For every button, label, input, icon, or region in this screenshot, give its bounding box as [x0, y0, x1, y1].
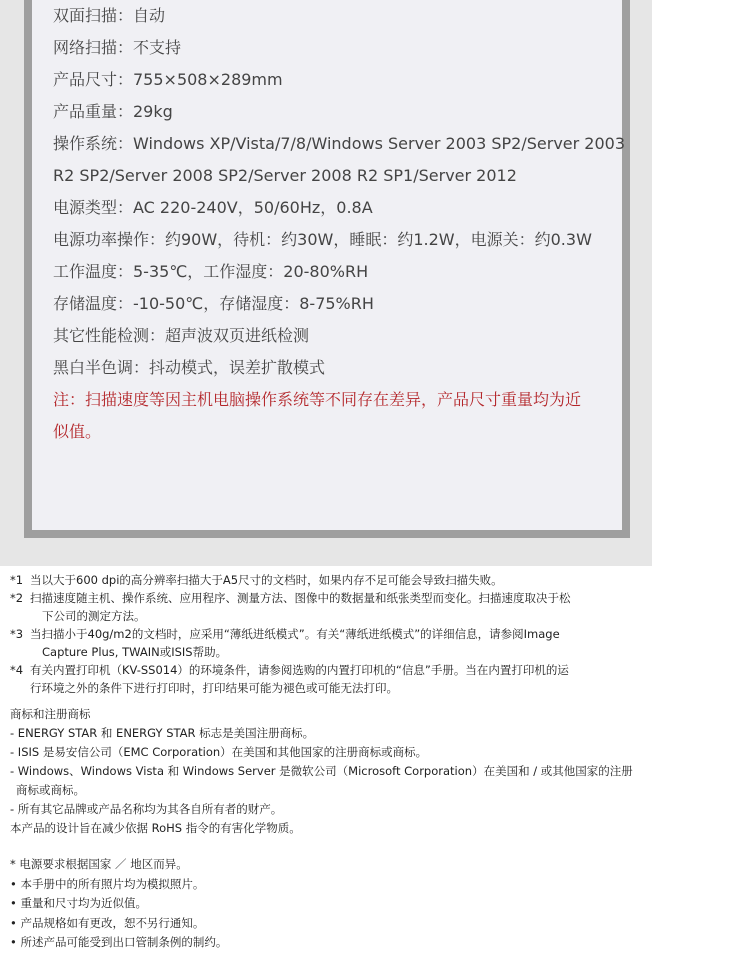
- footnote-4: [10, 661, 745, 697]
- notice-item: • 产品规格如有更改，恕不另行通知。: [10, 915, 205, 930]
- rohs-statement: 本产品的设计旨在减少依据 RoHS 指令的有害化学物质。: [10, 821, 301, 835]
- trademark-line: - ISIS 是易安信公司（EMC Corporation）在美国和其他国家的注册商标或商标。: [10, 745, 428, 759]
- spec-note-cont: 似值。: [53, 422, 102, 441]
- spec-line-os: 操作系统：Windows XP/Vista/7/8/Windows Server 2003 SP2/Server 2003: [53, 134, 626, 153]
- footnote-text: 行环境之外的条件下进行打印时，打印结果可能为褪色或可能无法打印。: [30, 681, 398, 695]
- trademarks-title: 商标和注册商标: [10, 707, 91, 721]
- footnote-text: 下公司的测定方法。: [42, 609, 146, 623]
- spec-line-duplex: 双面扫描：自动: [53, 6, 166, 25]
- footnote-mark: *2: [10, 591, 24, 605]
- spec-line-halftone: 黑白半色调：抖动模式，误差扩散模式: [53, 358, 326, 377]
- notice-item: • 重量和尺寸均为近似值。: [10, 896, 147, 910]
- spec-note: 注：扫描速度等因主机电脑操作系统等不同存在差异，产品尺寸重量均为近: [53, 390, 582, 409]
- trademark-line: - 所有其它品牌或产品名称均为其各自所有者的财产。: [10, 802, 283, 816]
- spec-line-storage-temp: 存储温度：-10-50℃，存储湿度：8-75%RH: [53, 294, 374, 313]
- spec-line-weight: 产品重量：29kg: [53, 102, 173, 121]
- spec-line-network: 网络扫描：不支持: [53, 38, 182, 57]
- notice-item: • 本手册中的所有照片均为模拟照片。: [10, 876, 205, 891]
- footnote-mark: *1: [10, 573, 24, 587]
- footnote-text: 扫描速度随主机、操作系统、应用程序、测量方法、图像中的数据量和纸张类型而变化。扫描速度取决于松: [30, 591, 571, 605]
- footnote-2: [10, 589, 745, 625]
- spec-line-power-type: 电源类型：AC 220-240V，50/60Hz，0.8A: [53, 198, 373, 217]
- trademark-line: - ENERGY STAR 和 ENERGY STAR 标志是美国注册商标。: [10, 726, 315, 740]
- notice-item: * 电源要求根据国家 ／ 地区而异。: [10, 857, 188, 871]
- footnote-mark: *3: [10, 627, 24, 641]
- notice-item: • 所述产品可能受到出口管制条例的制约。: [10, 935, 228, 949]
- spec-line-operating-temp: 工作温度：5-35℃，工作湿度：20-80%RH: [53, 262, 369, 281]
- trademark-line: 商标或商标。: [16, 783, 85, 797]
- spec-line-detection: 其它性能检测：超声波双页进纸检测: [53, 326, 310, 345]
- footnote-text: 有关内置打印机（KV-SS014）的环境条件，请参阅选购的内置打印机的“信息”手册。当在内置打印机的运: [30, 663, 569, 677]
- footnote-text: Capture Plus, TWAIN或ISIS帮助。: [42, 645, 228, 659]
- spec-box: [32, 0, 626, 530]
- spec-line-os-cont: R2 SP2/Server 2008 SP2/Server 2008 R2 SP1/Server 2012: [53, 166, 517, 185]
- trademark-line: - Windows、Windows Vista 和 Windows Server 是微软公司（Microsoft Corporation）在美国和 / 或其他国家的注册: [10, 764, 633, 778]
- footnote-text: 当扫描小于40g/m2的文档时，应采用“薄纸进纸模式”。有关“薄纸进纸模式”的详细信息，请参阅Image: [30, 627, 560, 641]
- footnote-1: [10, 571, 745, 589]
- spec-line-power-consumption: 电源功率操作：约90W，待机：约30W，睡眠：约1.2W，电源关：约0.3W: [53, 230, 592, 249]
- spec-line-dimensions: 产品尺寸：755×508×289mm: [53, 70, 283, 89]
- spec-box-frame: [24, 0, 630, 538]
- footnote-text: 当以大于600 dpi的高分辨率扫描大于A5尺寸的文档时，如果内存不足可能会导致扫描失败。: [30, 573, 503, 587]
- footnotes-section: [10, 571, 745, 953]
- footnote-mark: *4: [10, 663, 24, 677]
- footnote-3: [10, 625, 745, 661]
